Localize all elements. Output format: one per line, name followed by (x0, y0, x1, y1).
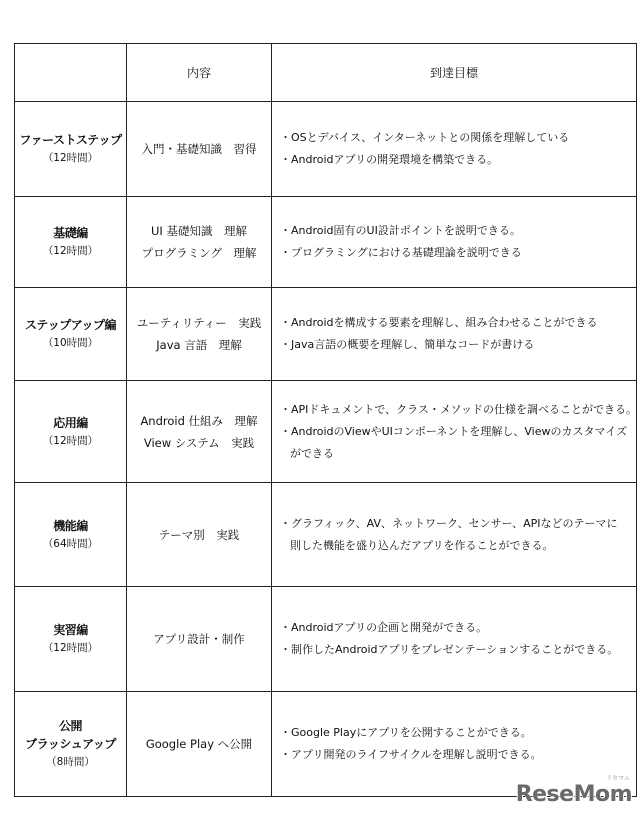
stage-cell (15, 692, 127, 797)
goal-item: ・APIドキュメントで、クラス・メソッドの仕様を調べることができる。 (280, 402, 637, 416)
curriculum-table (14, 43, 637, 797)
goal-item: ・Google Playにアプリを公開することができる。 (280, 726, 532, 739)
table-row (15, 288, 637, 381)
goals-cell (272, 102, 637, 197)
content-cell (127, 692, 272, 797)
goals-cell (272, 587, 637, 692)
stage-hours: （12時間） (42, 642, 99, 654)
stage-name: ブラッシュアップ (25, 737, 116, 751)
content-cell (127, 483, 272, 587)
content-line: Google Play へ公開 (145, 737, 253, 751)
goals-cell (272, 692, 637, 797)
stage-cell (15, 197, 127, 288)
stage-hours: （10時間） (42, 337, 99, 349)
goal-item: ・OSとデバイス、インターネットとの関係を理解している (280, 131, 570, 144)
goal-item-continuation: ができる (290, 446, 334, 460)
table-row (15, 197, 637, 288)
content-line: Android 仕組み 理解 (140, 413, 258, 428)
stage-hours: （12時間） (42, 245, 99, 257)
content-line: UI 基礎知識 理解 (151, 224, 247, 238)
header-content-cell: 内容 (127, 44, 272, 102)
goals-cell (272, 483, 637, 587)
stage-cell (15, 483, 127, 587)
goals-cell (272, 197, 637, 288)
content-line: テーマ別 実践 (158, 527, 240, 542)
stage-cell (15, 288, 127, 381)
stage-hours: （8時間） (46, 756, 95, 768)
goal-item: ・Android固有のUI設計ポイントを説明できる。 (280, 224, 521, 237)
goal-item: ・Androidアプリの企画と開発ができる。 (280, 621, 488, 634)
stage-cell (15, 102, 127, 197)
stage-name: 実習編 (53, 623, 88, 637)
stage-name: 機能編 (53, 518, 88, 533)
stage-hours: （64時間） (42, 537, 99, 550)
goal-item: ・Androidを構成する要素を理解し、組み合わせることができる (280, 316, 598, 329)
stage-hours: （12時間） (42, 434, 99, 447)
table-row (15, 102, 637, 197)
resemom-logo: ReseMom (515, 782, 632, 807)
content-cell (127, 102, 272, 197)
content-cell (127, 381, 272, 483)
goal-item-continuation: 則した機能を盛り込んだアプリを作ることができる。 (290, 538, 554, 552)
stage-cell (15, 381, 127, 483)
stage-name: 基礎編 (53, 226, 88, 240)
table-row (15, 587, 637, 692)
stage-name: 応用編 (53, 415, 88, 430)
content-cell (127, 587, 272, 692)
content-line: View システム 実践 (143, 435, 255, 450)
content-line: Java 言語 理解 (156, 338, 242, 352)
goal-item: ・制作したAndroidアプリをプレゼンテーションすることができる。 (280, 643, 619, 656)
goal-item: ・グラフィック、AV、ネットワーク、センサー、APIなどのテーマに (280, 516, 618, 530)
stage-cell (15, 587, 127, 692)
goals-cell (272, 288, 637, 381)
content-cell (127, 288, 272, 381)
header-goal-cell: 到達目標 (272, 44, 637, 102)
stage-name: ステップアップ編 (25, 318, 116, 332)
header-stage-cell (15, 44, 127, 102)
content-line: ユーティリティー 実践 (136, 316, 262, 330)
goal-item: ・AndroidのViewやUIコンポーネントを理解し、Viewのカスタマイズ (280, 424, 628, 438)
stage-name: 公開 (58, 719, 82, 733)
goal-item: ・Java言語の概要を理解し、簡単なコードが書ける (280, 338, 535, 351)
goal-item: ・アプリ開発のライフサイクルを理解し説明できる。 (280, 748, 542, 761)
content-line: アプリ設計・制作 (153, 632, 245, 646)
content-line: プログラミング 理解 (141, 246, 257, 260)
watermark-subtitle: リセマム (606, 775, 630, 782)
table-header-row (15, 44, 637, 102)
stage-hours: （12時間） (42, 152, 99, 164)
stage-name: ファーストステップ (19, 133, 122, 147)
table-row (15, 483, 637, 587)
goal-item: ・プログラミングにおける基礎理論を説明できる (280, 246, 522, 259)
content-line: 入門・基礎知識 習得 (141, 142, 257, 156)
table-row (15, 692, 637, 797)
content-cell (127, 197, 272, 288)
goals-cell (272, 381, 637, 483)
table-row (15, 381, 637, 483)
goal-item: ・Androidアプリの開発環境を構築できる。 (280, 153, 499, 166)
